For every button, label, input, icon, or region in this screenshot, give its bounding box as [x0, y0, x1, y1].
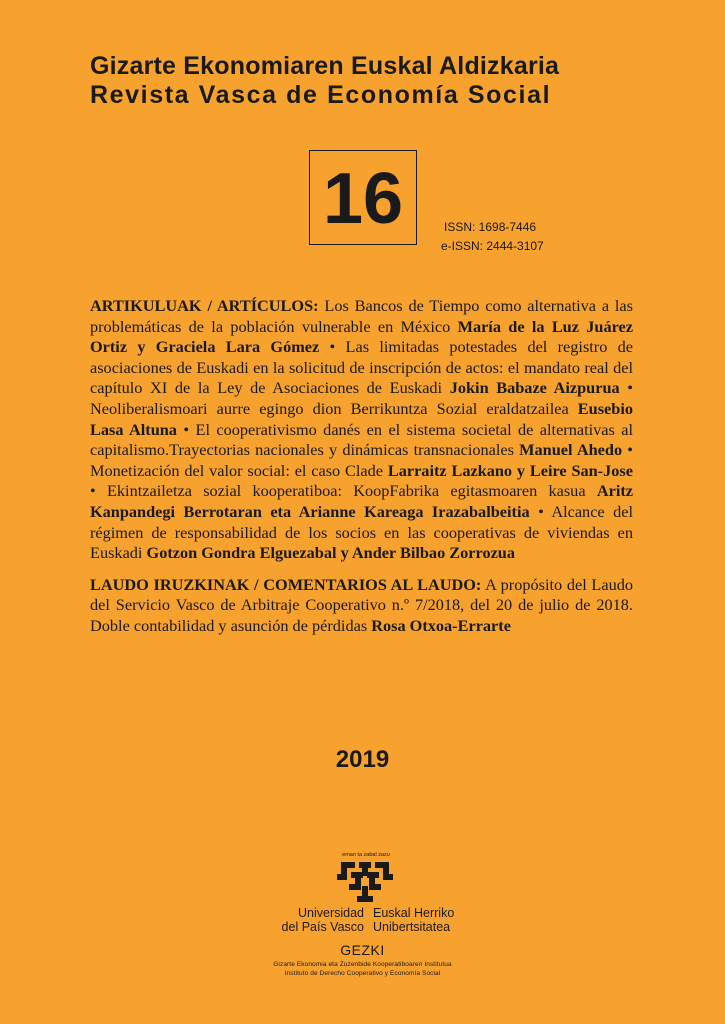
e-issn: e-ISSN: 2444-3107 — [441, 239, 544, 253]
university-name-line: Euskal Herriko — [373, 906, 455, 920]
issue-number-box — [309, 150, 417, 245]
article-title: Los Bancos de Tiempo como alternativa a las problemáticas de la población vulnerable en México — [90, 296, 633, 336]
article-authors: Eusebio Lasa Altuna — [90, 398, 633, 439]
table-of-contents — [90, 296, 633, 648]
article-title: Neoliberalismoari aurre egingo dion Berrikuntza Sozial eraldatzailea — [90, 398, 569, 418]
university-name-basque — [373, 906, 483, 934]
laudo-section — [90, 575, 633, 637]
article-title: Monetización del valor social: el caso Clade — [90, 460, 384, 480]
university-name-line: Universidad — [297, 906, 364, 920]
issue-number: 16 — [322, 159, 404, 239]
article-authors: Aritz Kanpandegi Berrotaran eta Arianne Kareaga Irazabalbeitia — [90, 481, 633, 521]
upv-ehu-tree-logo-icon — [335, 860, 395, 904]
issn: ISSN: 1698-7446 — [444, 220, 537, 234]
article-title: Ekintzailetza sozial kooperatiboa: KoopFabrika egitasmoaren kasua — [106, 481, 586, 501]
journal-title-basque: Gizarte Ekonomiaren Euskal Aldizkaria — [90, 52, 560, 80]
articles-section: ARTIKULUAK / ARTÍCULOS: Los Bancos de Tiempo como alternativa a las problemáticas de la población vulnerable en México María de la Luz Juárez Ortiz y Graciela Lara Gómez • Las limitadas potestades del registro de asociaciones de Euskadi en la solicitud de inscripción de actos: el mandato real del capítulo XI de la Ley de Asociaciones de Euskadi Jokin Babaze Aizpurua • Neoliberalismoari aurre egingo dion Berrikuntza Sozial eraldatzailea Eusebio Lasa Altuna • El cooperativismo danés en el sistema societal de alternativas al capitalismo.Trayectorias nacionales y dinámicas transnacionales Manuel Ahedo • Monetización del valor social: el caso Clade Larraitz Lazkano y Leire San-Jose • Ekintzailetza sozial kooperatiboa: KoopFabrika egitasmoaren kasua Aritz Kanpandegi Berrotaran eta Arianne Kareaga Irazabalbeitia • Alcance del régimen de responsabilidad de los socios en las cooperativas de viviendas en Euskadi Gotzon Gondra Elguezabal y Ander Bilbao Zorrozua — [90, 296, 634, 563]
university-motto: eman ta zabal zazu — [342, 852, 390, 858]
articles-heading: ARTIKULUAK / ARTÍCULOS: — [90, 296, 319, 315]
institute-acronym: GEZKI — [340, 942, 385, 958]
article-authors: Jokin Babaze Aizpurua — [449, 378, 620, 398]
institute-name-basque: Gizarte Ekonomia eta Zuzenbide Kooperatiboaren Institutua — [273, 961, 452, 968]
university-name-line: del País Vasco — [281, 920, 364, 934]
article-authors: María de la Luz Juárez Ortiz y Graciela Lara Gómez — [90, 316, 633, 357]
laudo-heading: LAUDO IRUZKINAK / COMENTARIOS AL LAUDO: — [90, 574, 482, 594]
article-authors: Larraitz Lazkano y Leire San-Jose — [387, 460, 633, 480]
university-name-line: Unibertsitatea — [373, 920, 451, 934]
article-authors: Gotzon Gondra Elguezabal y Ander Bilbao Zorrozua — [146, 543, 516, 563]
article-authors: Manuel Ahedo — [519, 440, 623, 460]
university-name-spanish — [272, 906, 364, 934]
institute-name-spanish: Instituto de Derecho Cooperativo y Economía Social — [284, 970, 441, 977]
article-title: Las limitadas potestades del registro de asociaciones de Euskadi en la solicitud de inscripción de actos: el mandato real del capítulo XI de la Ley de Asociaciones de Euskadi — [90, 337, 634, 398]
journal-title-spanish: Revista Vasca de Economía Social — [90, 81, 552, 109]
article-title: Alcance del régimen de responsabilidad de los socios en las cooperativas de viviendas en Euskadi — [90, 501, 633, 563]
laudo-title: A propósito del Laudo del Servicio Vasco de Arbitraje Cooperativo n.º 7/2018, del 20 de julio de 2018. Doble contabilidad y asunción de pérdidas — [90, 574, 634, 635]
article-title: El cooperativismo danés en el sistema societal de alternativas al capitalismo.Trayectorias nacionales y dinámicas transnacionales — [90, 419, 633, 460]
laudo-authors: Rosa Otxoa-Errarte — [371, 615, 511, 635]
publication-year: 2019 — [335, 746, 390, 773]
